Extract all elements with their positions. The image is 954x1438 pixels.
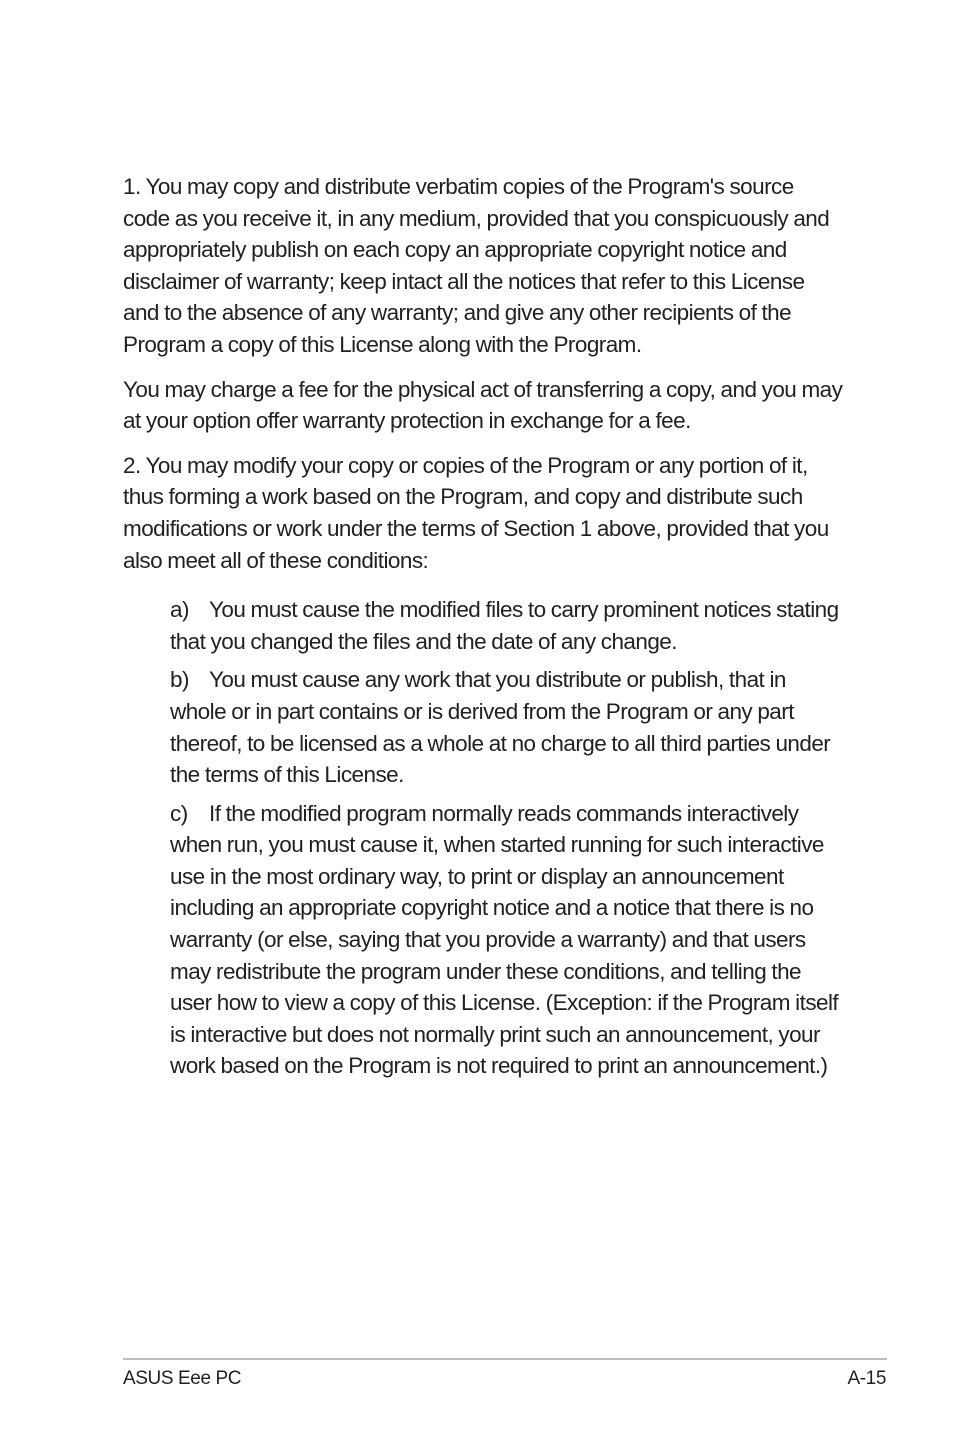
condition-b — [170, 664, 843, 790]
footer-page-number: A-15 — [847, 1368, 886, 1389]
condition-b-text: You must cause any work that you distribute or publish, that in whole or in part contains or is derived from the Program or any part thereof, to be licensed as a whole at no charge to all third parties under the terms of this License. — [170, 667, 831, 788]
condition-a — [170, 594, 843, 657]
paragraph-section-2: 2. You may modify your copy or copies of the Program or any portion of it, thus forming a work based on the Program, and copy and distribute such modifications or work under the terms of Section 1 above, provided that you also meet all of these conditions: — [123, 452, 829, 573]
condition-c-text: If the modified program normally reads commands interactively when run, you must cause it, when started running for such interactive use in the most ordinary way, to print or display an announcement including an appropriate copyright notice and a notice that there is no warranty (or else, saying that you provide a warranty) and that users may redistribute the program under these conditions, and telling the user how to view a copy of this License. (Exception: if the Program itself is interactive but does not normally print such an announcement, your work based on the Program is not required to print an announcement.) — [170, 800, 839, 1079]
condition-a-marker: a) — [170, 597, 189, 623]
condition-c — [170, 798, 843, 1082]
paragraph-section-1: 1. You may copy and distribute verbatim copies of the Program's source code as you receive it, in any medium, provided that you conspicuously and appropriately publish on each copy an appropriate copyright notice and disclaimer of warranty; keep intact all the notices that refer to this License and to the absence of any warranty; and give any other recipients of the Program a copy of this License along with the Program. — [123, 174, 830, 357]
paragraph-fee: You may charge a fee for the physical act of transferring a copy, and you may at your option offer warranty protection in exchange for a fee. — [123, 376, 843, 434]
document-body — [123, 171, 843, 1082]
condition-a-text: You must cause the modified files to carry prominent notices stating that you changed the files and the date of any change. — [170, 597, 839, 654]
condition-c-marker: c) — [170, 800, 188, 826]
footer-divider — [123, 1358, 887, 1360]
condition-b-marker: b) — [170, 667, 189, 693]
footer-product-name: ASUS Eee PC — [123, 1368, 242, 1389]
